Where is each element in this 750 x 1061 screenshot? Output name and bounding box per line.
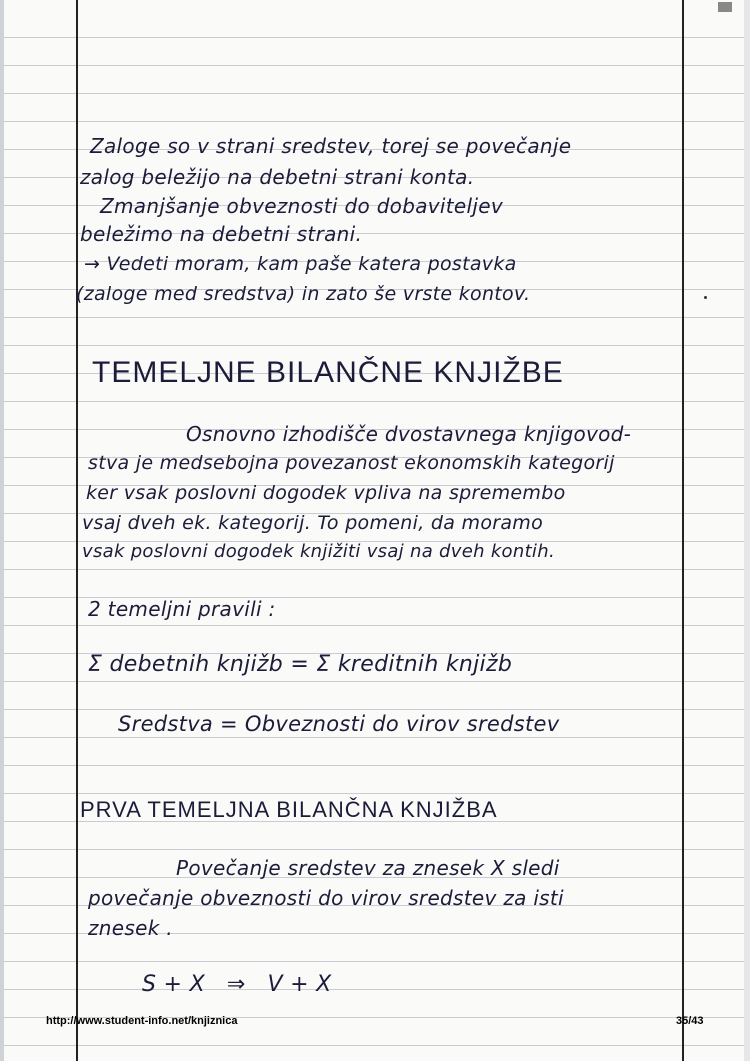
text-line: zalog beležijo na debetni strani konta.	[80, 165, 475, 189]
formula-line: S + X ⇒ V + X	[142, 972, 332, 997]
section-heading: TEMELJNE BILANČNE KNJIŽBE	[92, 356, 564, 389]
text-line: → Vedeti moram, kam paše katera postavka	[84, 253, 517, 275]
text-line: stva je medsebojna povezanost ekonomskih kategorij	[88, 452, 615, 474]
text-line: povečanje obveznosti do virov sredstev za isti	[88, 886, 564, 910]
formula-line: Sredstva = Obveznosti do virov sredstev	[118, 712, 560, 736]
source-url: http://www.student-info.net/knjiznica	[46, 1015, 238, 1027]
text-line: Povečanje sredstev za znesek X sledi	[176, 856, 560, 880]
text-line: Zmanjšanje obveznosti do dobaviteljev	[100, 194, 503, 218]
section-heading: PRVA TEMELJNA BILANČNA KNJIŽBA	[80, 797, 498, 822]
text-line: (zaloge med sredstva) in zato še vrste kontov.	[76, 283, 531, 305]
text-line: Zaloge so v strani sredstev, torej se povečanje	[90, 134, 572, 158]
page-number: 35/43	[676, 1015, 704, 1027]
right-margin-line	[682, 0, 684, 1061]
formula-line: Σ debetnih knjižb = Σ kreditnih knjižb	[88, 652, 513, 677]
text-line: vsak poslovni dogodek knjižiti vsaj na dveh kontih.	[82, 541, 555, 562]
page-right-edge	[744, 0, 750, 1061]
text-line: znesek .	[88, 916, 173, 940]
text-line: beležimo na debetni strani.	[80, 222, 363, 246]
text-line: vsaj dveh ek. kategorij. To pomeni, da moramo	[82, 512, 544, 534]
ink-dot	[704, 296, 707, 299]
text-line: 2 temeljni pravili :	[88, 597, 276, 621]
text-line: Osnovno izhodišče dvostavnega knjigovod-	[186, 422, 632, 446]
corner-mark	[718, 2, 732, 12]
text-line: ker vsak poslovni dogodek vpliva na spremembo	[86, 482, 566, 504]
left-margin-line	[76, 0, 78, 1061]
page-left-edge	[0, 0, 4, 1061]
